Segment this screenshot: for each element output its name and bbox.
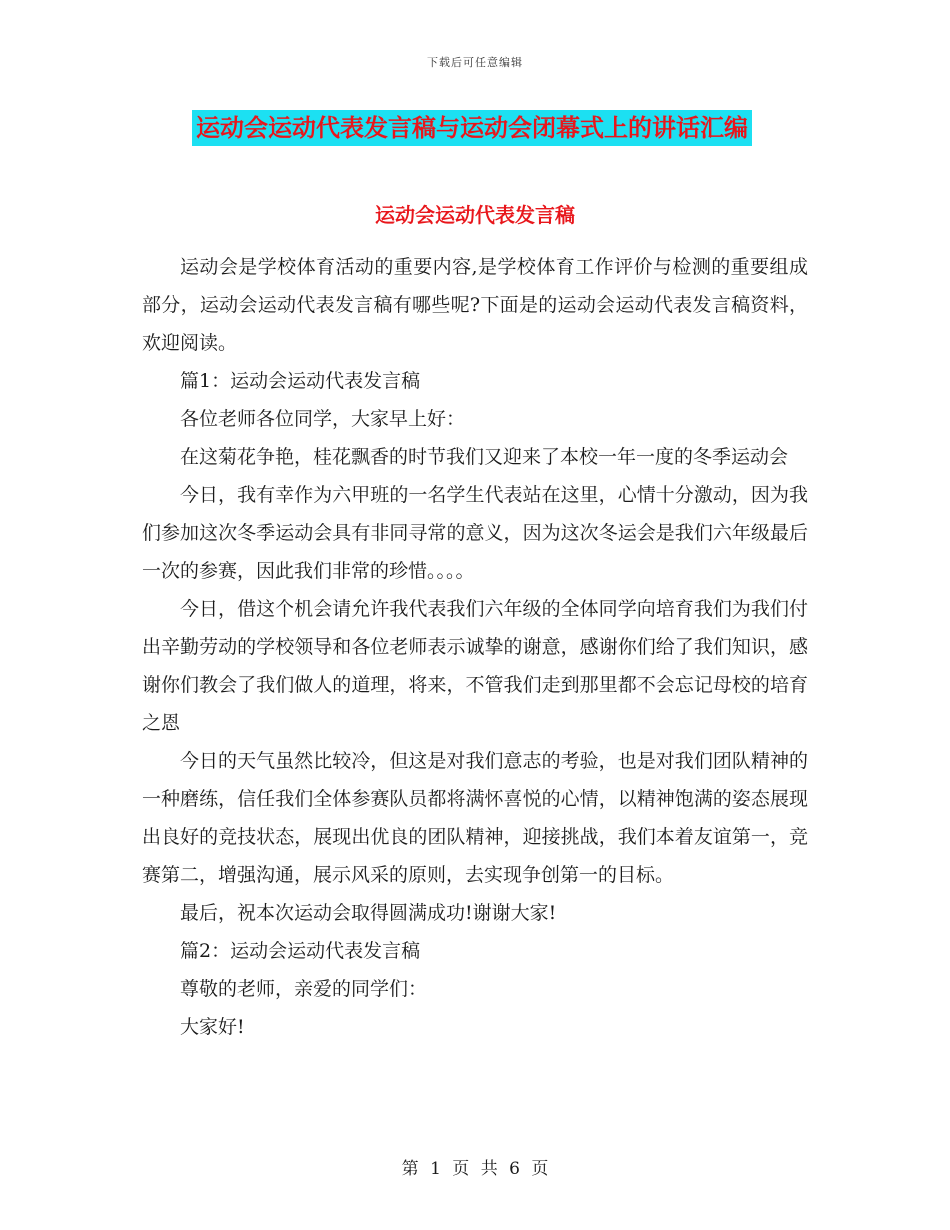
paragraph-greeting: 大家好!: [180, 1016, 245, 1038]
paragraph-part2-heading: 篇2：运动会运动代表发言稿: [180, 940, 421, 962]
paragraph-part1-heading: 篇1：运动会运动代表发言稿: [180, 370, 421, 392]
paragraph: 在这菊花争艳，桂花飘香的时节我们又迎来了本校一年一度的冬季运动会: [180, 446, 789, 468]
document-body: [142, 248, 808, 1046]
paragraph-closing: 最后，祝本次运动会取得圆满成功!谢谢大家!: [180, 902, 557, 924]
paragraph-greeting: 各位老师各位同学，大家早上好：: [180, 408, 466, 430]
page-header-note: 下载后可任意编辑: [427, 56, 523, 69]
section-title: 运动会运动代表发言稿: [375, 203, 575, 227]
paragraph-intro: 运动会是学校体育活动的重要内容,是学校体育工作评价与检测的重要组成部分，运动会运动代表发言稿有哪些呢?下面是的运动会运动代表发言稿资料，欢迎阅读。: [142, 256, 808, 354]
paragraph: 今日，借这个机会请允许我代表我们六年级的全体同学向培育我们为我们付出辛勤劳动的学校领导和各位老师表示诚挚的谢意，感谢你们给了我们知识，感谢你们教会了我们做人的道理，将来，不管我们走到那里都不会忘记母校的培育之恩: [142, 598, 808, 734]
document-title: 运动会运动代表发言稿与运动会闭幕式上的讲话汇编: [192, 110, 752, 146]
page-number: 第 1 页 共 6 页: [401, 1159, 549, 1179]
paragraph: 今日的天气虽然比较冷，但这是对我们意志的考验，也是对我们团队精神的一种磨练，信任我们全体参赛队员都将满怀喜悦的心情，以精神饱满的姿态展现出良好的竞技状态，展现出优良的团队精神，迎接挑战，我们本着友谊第一，竞赛第二，增强沟通，展示风采的原则，去实现争创第一的目标。: [142, 750, 808, 886]
paragraph-salutation: 尊敬的老师，亲爱的同学们：: [180, 978, 428, 1000]
paragraph: 今日，我有幸作为六甲班的一名学生代表站在这里，心情十分激动，因为我们参加这次冬季运动会具有非同寻常的意义，因为这次冬运会是我们六年级最后一次的参赛，因此我们非常的珍惜。。。。: [142, 484, 808, 582]
